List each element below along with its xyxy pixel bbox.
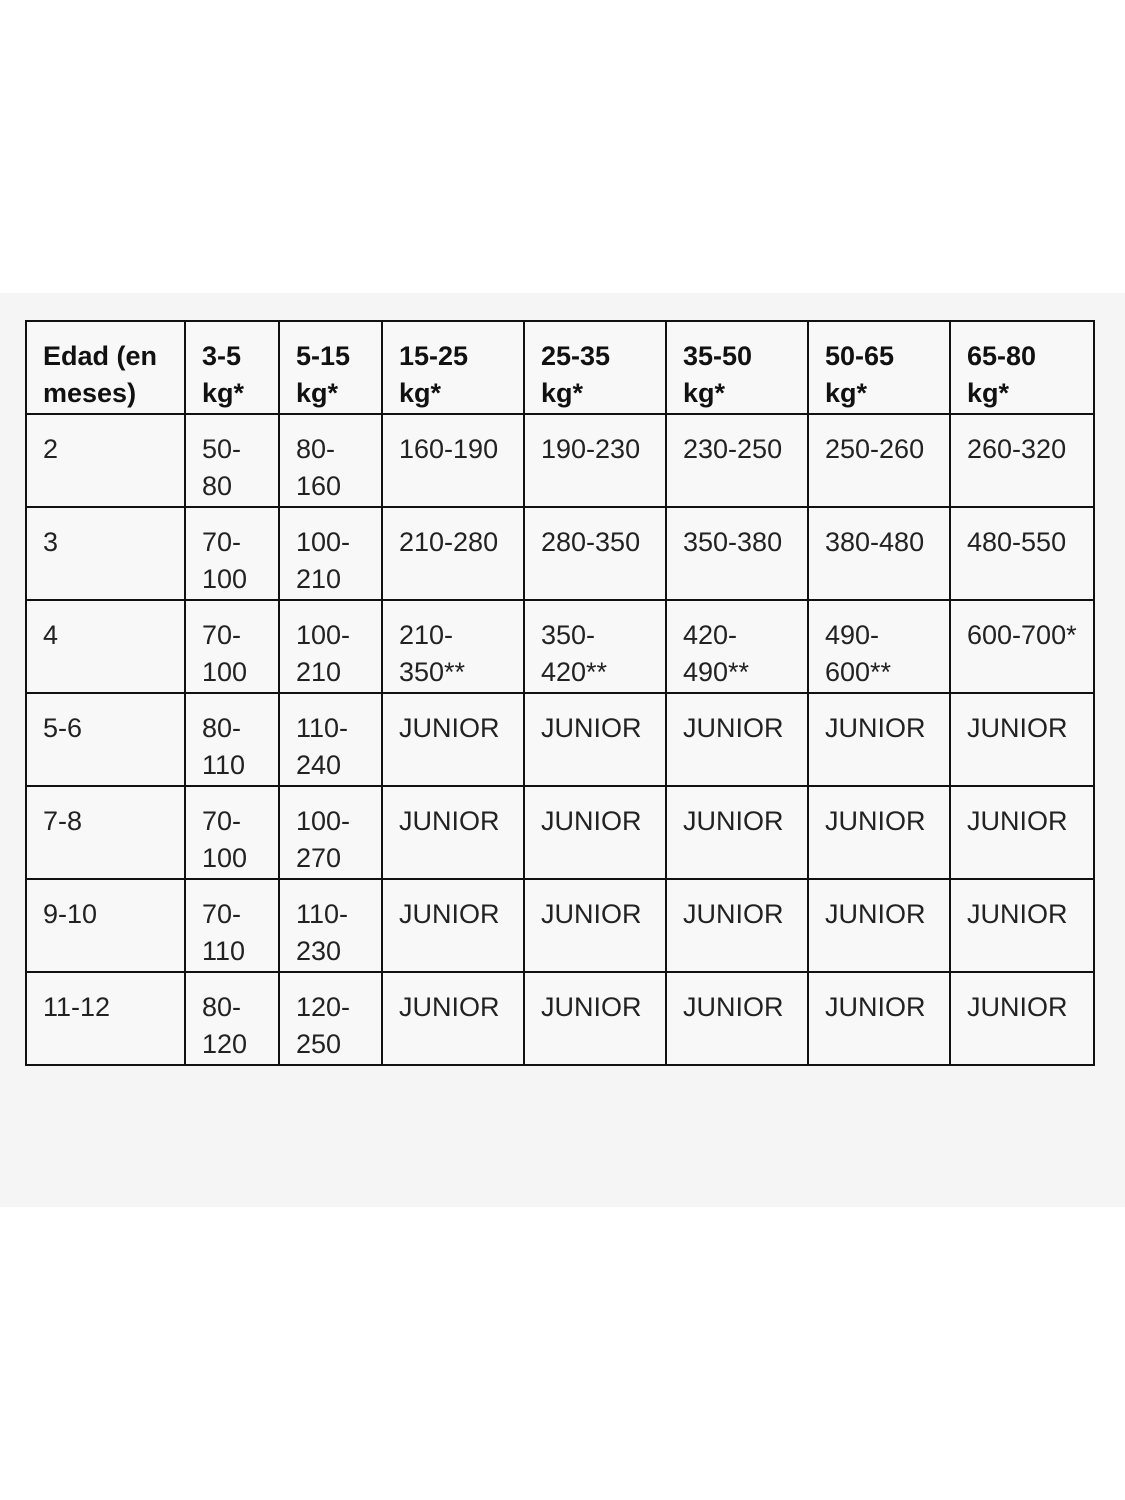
amount-cell: 100-210 <box>279 507 382 600</box>
amount-cell: 80-120 <box>185 972 279 1065</box>
age-cell: 5-6 <box>26 693 185 786</box>
header-cell-age: Edad (en meses) <box>26 321 185 414</box>
table-row <box>26 414 1094 507</box>
amount-cell: JUNIOR <box>382 693 524 786</box>
amount-cell: 80-110 <box>185 693 279 786</box>
header-cell-weight: 65-80 kg* <box>950 321 1094 414</box>
amount-cell: JUNIOR <box>666 972 808 1065</box>
amount-cell: JUNIOR <box>808 879 950 972</box>
amount-cell: 490-600** <box>808 600 950 693</box>
table-row <box>26 507 1094 600</box>
amount-cell: 420-490** <box>666 600 808 693</box>
amount-cell: 160-190 <box>382 414 524 507</box>
age-cell: 2 <box>26 414 185 507</box>
table-row <box>26 972 1094 1065</box>
header-cell-weight: 15-25 kg* <box>382 321 524 414</box>
amount-cell: 110-230 <box>279 879 382 972</box>
feeding-table <box>25 320 1095 1066</box>
amount-cell: JUNIOR <box>950 972 1094 1065</box>
amount-cell: JUNIOR <box>524 972 666 1065</box>
amount-cell: 70-100 <box>185 786 279 879</box>
amount-cell: 120-250 <box>279 972 382 1065</box>
header-cell-weight: 3-5 kg* <box>185 321 279 414</box>
amount-cell: 110-240 <box>279 693 382 786</box>
age-cell: 3 <box>26 507 185 600</box>
amount-cell: JUNIOR <box>382 972 524 1065</box>
amount-cell: 50-80 <box>185 414 279 507</box>
age-cell: 11-12 <box>26 972 185 1065</box>
amount-cell: JUNIOR <box>950 693 1094 786</box>
amount-cell: JUNIOR <box>524 879 666 972</box>
amount-cell: JUNIOR <box>808 786 950 879</box>
amount-cell: JUNIOR <box>524 786 666 879</box>
amount-cell: JUNIOR <box>950 879 1094 972</box>
header-cell-weight: 5-15 kg* <box>279 321 382 414</box>
amount-cell: JUNIOR <box>666 879 808 972</box>
amount-cell: JUNIOR <box>382 786 524 879</box>
amount-cell: JUNIOR <box>950 786 1094 879</box>
header-row <box>26 321 1094 414</box>
table-body <box>26 414 1094 1065</box>
amount-cell: 230-250 <box>666 414 808 507</box>
amount-cell: 70-100 <box>185 507 279 600</box>
amount-cell: 600-700* <box>950 600 1094 693</box>
amount-cell: 250-260 <box>808 414 950 507</box>
amount-cell: JUNIOR <box>666 786 808 879</box>
amount-cell: 100-210 <box>279 600 382 693</box>
amount-cell: JUNIOR <box>666 693 808 786</box>
amount-cell: JUNIOR <box>808 972 950 1065</box>
amount-cell: 70-110 <box>185 879 279 972</box>
table-row <box>26 693 1094 786</box>
age-cell: 7-8 <box>26 786 185 879</box>
table-row <box>26 600 1094 693</box>
amount-cell: 350-420** <box>524 600 666 693</box>
table-row <box>26 879 1094 972</box>
amount-cell: 480-550 <box>950 507 1094 600</box>
amount-cell: 380-480 <box>808 507 950 600</box>
age-cell: 9-10 <box>26 879 185 972</box>
amount-cell: 280-350 <box>524 507 666 600</box>
amount-cell: 100-270 <box>279 786 382 879</box>
header-cell-weight: 50-65 kg* <box>808 321 950 414</box>
amount-cell: JUNIOR <box>524 693 666 786</box>
amount-cell: 80-160 <box>279 414 382 507</box>
amount-cell: 70-100 <box>185 600 279 693</box>
age-cell: 4 <box>26 600 185 693</box>
table-panel <box>0 293 1125 1207</box>
amount-cell: JUNIOR <box>808 693 950 786</box>
header-cell-weight: 25-35 kg* <box>524 321 666 414</box>
table-row <box>26 786 1094 879</box>
amount-cell: 350-380 <box>666 507 808 600</box>
amount-cell: 210-280 <box>382 507 524 600</box>
header-cell-weight: 35-50 kg* <box>666 321 808 414</box>
amount-cell: 260-320 <box>950 414 1094 507</box>
amount-cell: 210-350** <box>382 600 524 693</box>
amount-cell: 190-230 <box>524 414 666 507</box>
amount-cell: JUNIOR <box>382 879 524 972</box>
